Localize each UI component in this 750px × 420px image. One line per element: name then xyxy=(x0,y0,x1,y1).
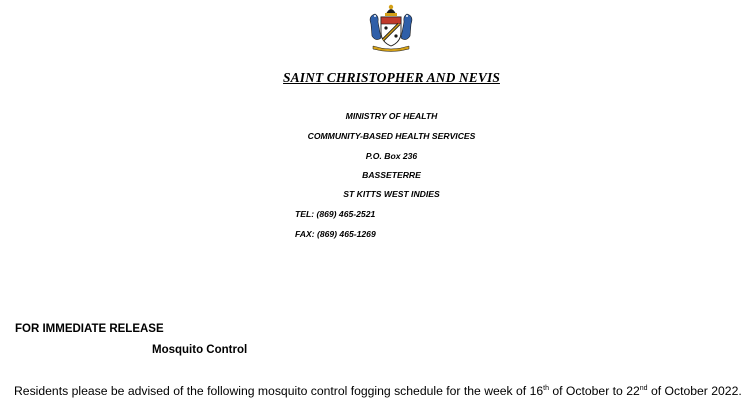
city: BASSETERRE xyxy=(362,170,421,180)
ministry-name: MINISTRY OF HEALTH xyxy=(345,111,438,121)
po-box: P.O. Box 236 xyxy=(365,151,418,161)
ordinal-suffix: nd xyxy=(639,384,648,392)
body-text-part: of October to 22 xyxy=(548,384,640,398)
department-name: COMMUNITY-BASED HEALTH SERVICES xyxy=(307,131,476,141)
ordinal-suffix: th xyxy=(543,384,549,392)
telephone: TEL: (869) 465-2521 xyxy=(295,209,376,219)
country-title: SAINT CHRISTOPHER AND NEVIS xyxy=(283,70,500,85)
body-paragraph xyxy=(14,384,742,398)
region: ST KITTS WEST INDIES xyxy=(343,189,440,199)
fax: FAX: (869) 465-1269 xyxy=(295,229,376,239)
body-text-part: Residents please be advised of the following mosquito control fogging schedule for the week of 16 xyxy=(14,384,544,398)
release-subject: Mosquito Control xyxy=(152,344,248,356)
coat-of-arms-icon xyxy=(366,2,416,52)
body-text-part: of October 2022. xyxy=(647,384,742,398)
release-label: FOR IMMEDIATE RELEASE xyxy=(15,323,164,335)
